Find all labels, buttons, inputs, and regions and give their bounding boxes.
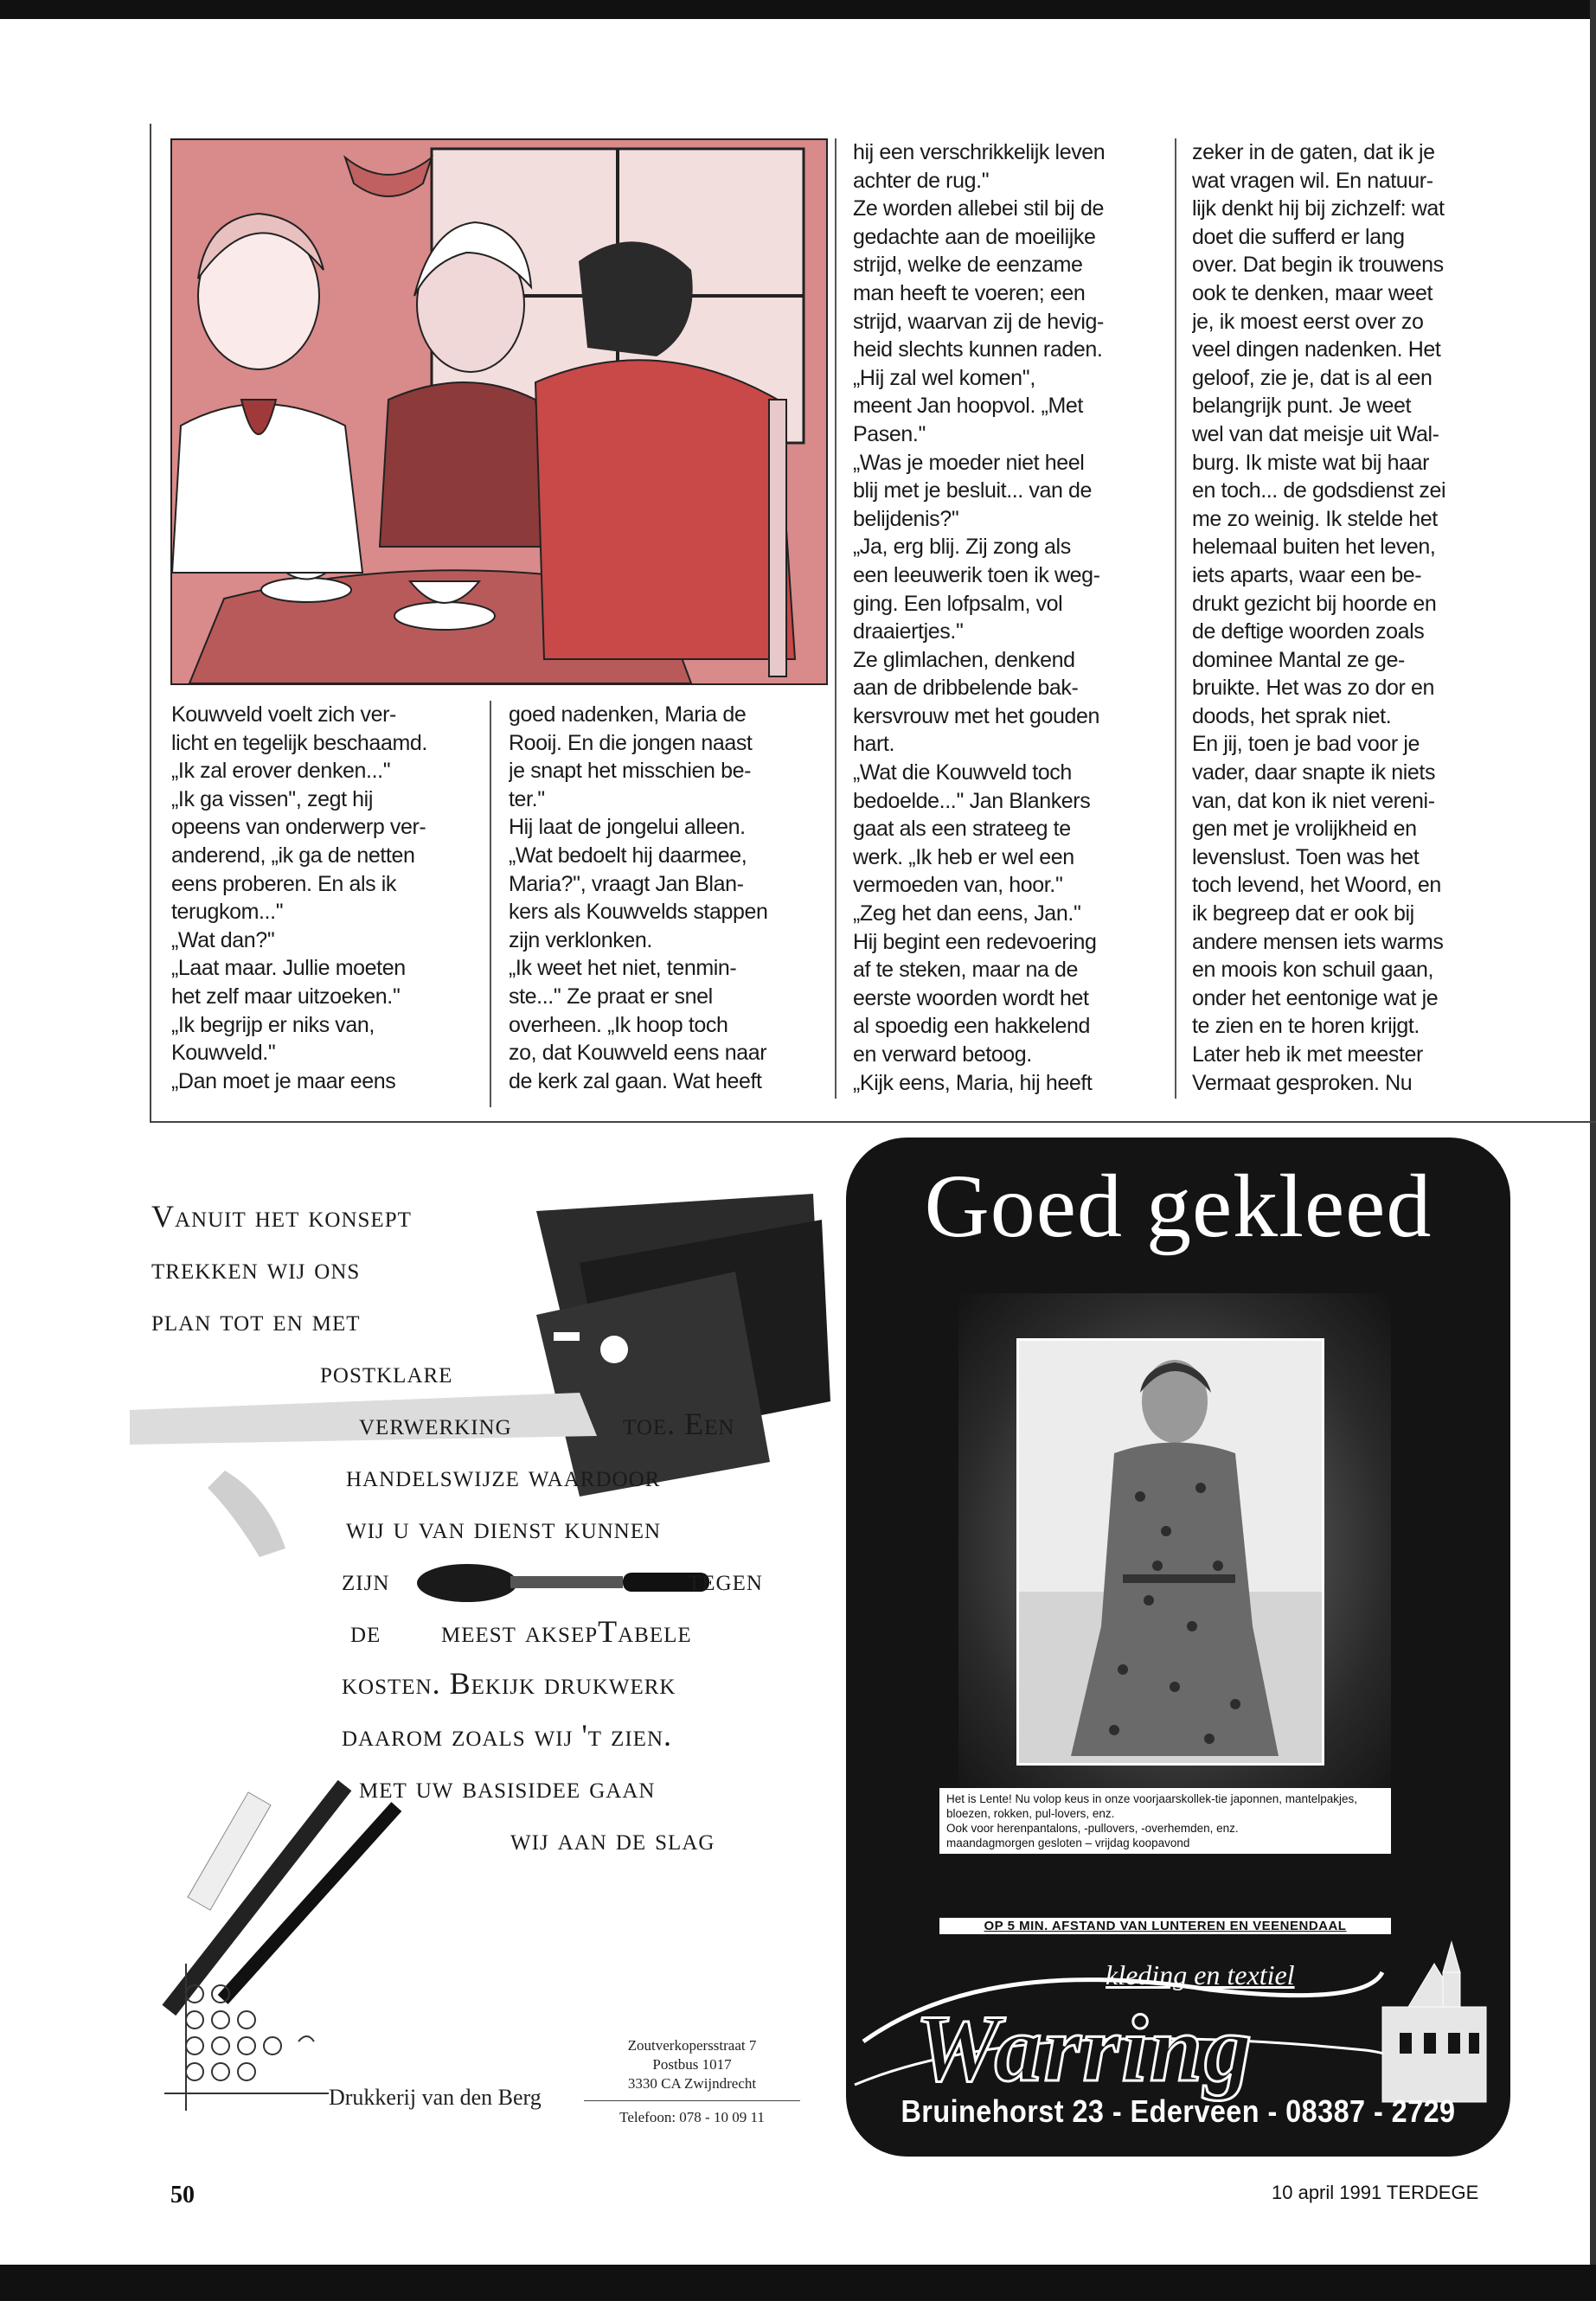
- ad-line-7: handelswijze waardoor: [346, 1458, 661, 1493]
- ad-line-5: verwerking: [359, 1407, 512, 1441]
- ad-address: Bruinehorst 23 - Ederveen - 08387 - 2729: [901, 2093, 1456, 2129]
- ad-line-12: meest aksepTabele: [441, 1614, 692, 1649]
- ad-line-2: trekken wij ons: [151, 1251, 361, 1285]
- ad-body-box: [939, 1788, 1391, 1854]
- ad-line-6: toe. Een: [623, 1407, 735, 1441]
- printer-phone: Telefoon: 078 - 10 09 11: [619, 2109, 765, 2125]
- ad-body-1: Het is Lente! Nu volop keus in onze voorjaarskollek-tie japonnen, mantelpakjes, bloezen, rokken, pul-lovers, enz.: [946, 1792, 1358, 1820]
- printer-city: 3330 CA Zwijndrecht: [627, 2075, 757, 2092]
- column-divider-2: [835, 138, 836, 1099]
- ad-brand: Warring: [915, 1996, 1253, 2101]
- clothing-advertisement: [846, 1138, 1510, 2157]
- top-border: [0, 0, 1596, 19]
- article-column-4: zeker in de gaten, dat ik je wat vragen wil. En natuur- lijk denkt hij bij zichzelf: wat doet die sufferd er lang over. Dat begin ik trouwens ook te denken, maar weet je, ik moest eerst over zo veel dingen nadenken. Het geloof, zie je, dat is al een belangrijk punt. Je weet wel van dat meisje uit Wal- burg. Ik miste wat bij haar en toch... de godsdienst zei me zo weinig. Ik stelde het helemaal buiten het leven, iets aparts, waar een be- drukt gezicht bij hoorde en de deftige woorden zoals dominee Mantal ze ge- bruikte. Het was zo dor en doods, het sprak niet. En jij, toen je bad voor je vader, daar snapte ik niets van, dat kon ik niet vereni- gen met je vrolijkheid en levenslust. Toen was het toch levend, het Woord, en ik begreep dat er ook bij andere mensen iets warms en moois kon schuil gaan, onder het eentonige wat je te zien en te horen krijgt. Later heb ik met meester Vermaat gesproken. Nu: [1192, 140, 1446, 1095]
- pens-icon: [162, 1780, 401, 2016]
- ad-line-10: tegen: [688, 1562, 763, 1597]
- issue-info: 10 april 1991 TERDEGE: [1272, 2182, 1479, 2203]
- address-divider: [584, 2100, 800, 2101]
- ad-line-8: wij u van dienst kunnen: [346, 1510, 662, 1545]
- printer-street: Zoutverkopersstraat 7: [627, 2037, 757, 2054]
- ad-line-1: Vanuit het konsept: [151, 1199, 412, 1234]
- floppy-disk-icon: [536, 1194, 830, 1497]
- bottom-border: [0, 2265, 1596, 2301]
- right-edge: [1590, 0, 1596, 2301]
- model-photo: [1016, 1338, 1324, 1766]
- article-column-2: goed nadenken, Maria de Rooij. En die jongen naast je snapt het misschien be- ter.'' Hij laat de jongelui alleen. „Wat bedoelt hij daarmee, Maria?'', vraagt Jan Blan- kers als Kouwvelds stappen zijn verklonken. „Ik weet het niet, tenmin- ste...'' Ze praat er snel overheen. „Ik hoop toch zo, dat Kouwveld eens naar de kerk zal gaan. Wat heeft: [509, 702, 768, 1093]
- ad-line-9: zijn: [342, 1562, 390, 1597]
- brush-icon: [417, 1564, 709, 1602]
- article-frame-left: [150, 124, 151, 1123]
- page-number: 50: [170, 2182, 195, 2208]
- ad-tagline: kleding en textiel: [1106, 1959, 1295, 1990]
- column-divider-1: [490, 701, 491, 1107]
- column-divider-3: [1175, 138, 1176, 1099]
- ad-body-3: maandagmorgen gesloten – vrijdag koopavond: [946, 1836, 1190, 1849]
- ad-line-3: plan tot en met: [151, 1303, 361, 1337]
- article-frame-bottom: [150, 1121, 1596, 1123]
- article-column-3: hij een verschrikkelijk leven achter de rug.'' Ze worden allebei stil bij de gedachte aan de moeilijke strijd, welke de eenzame man heeft te voeren; een strijd, waarvan zij de hevig- heid slechts kunnen raden. „Hij zal wel komen'', meent Jan hoopvol. „Met Pasen.'' „Was je moeder niet heel blij met je besluit... van de belijdenis?'' „Ja, erg blij. Zij zong als een leeuwerik toen ik weg- ging. Een lofpsalm, vol draaiertjes.'' Ze glimlachen, denkend aan de dribbelende bak- kersvrouw met het gouden hart. „Wat die Kouwveld toch bedoelde...'' Jan Blankers gaat als een strateeg te werk. „Ik heb er wel een vermoeden van, hoor.'' „Zeg het dan eens, Jan.'' Hij begint een redevoering af te steken, maar na de eerste woorden wordt het al spoedig een hakkelend en verward betoog. „Kijk eens, Maria, hij heeft: [853, 140, 1106, 1095]
- article-column-1: Kouwveld voelt zich ver- licht en tegelijk beschaamd. „Ik zal erover denken...'' „Ik ga vissen'', zegt hij opeens van onderwerp ver- anderend, „ik ga de netten eens proberen. En als ik terugkom...'' „Wat dan?'' „Laat maar. Jullie moeten het zelf maar uitzoeken.'' „Ik begrijp er niks van, Kouwveld.'' „Dan moet je maar eens: [171, 702, 427, 1093]
- printer-advertisement: [130, 1185, 839, 2154]
- printer-company-name: Drukkerij van den Berg: [329, 2085, 542, 2110]
- ad-body-2: Ook voor herenpantalons, -pullovers, -overhemden, enz.: [946, 1822, 1239, 1835]
- location-strip: OP 5 MIN. AFSTAND VAN LUNTEREN EN VEENENDAAL: [939, 1918, 1391, 1934]
- printer-postbus: Postbus 1017: [652, 2056, 732, 2073]
- ad-line-16: wij aan de slag: [510, 1822, 715, 1856]
- ad-line-15: met uw basisidee gaan: [359, 1770, 656, 1804]
- ad-headline: Goed gekleed: [924, 1157, 1433, 1256]
- story-illustration: [170, 138, 828, 685]
- ad-line-11: de: [350, 1614, 381, 1649]
- ad-line-4: postklare: [320, 1355, 453, 1389]
- ad-line-13: kosten. Bekijk drukwerk: [342, 1666, 676, 1701]
- ad-line-14: daarom zoals wij 't zien.: [342, 1718, 673, 1753]
